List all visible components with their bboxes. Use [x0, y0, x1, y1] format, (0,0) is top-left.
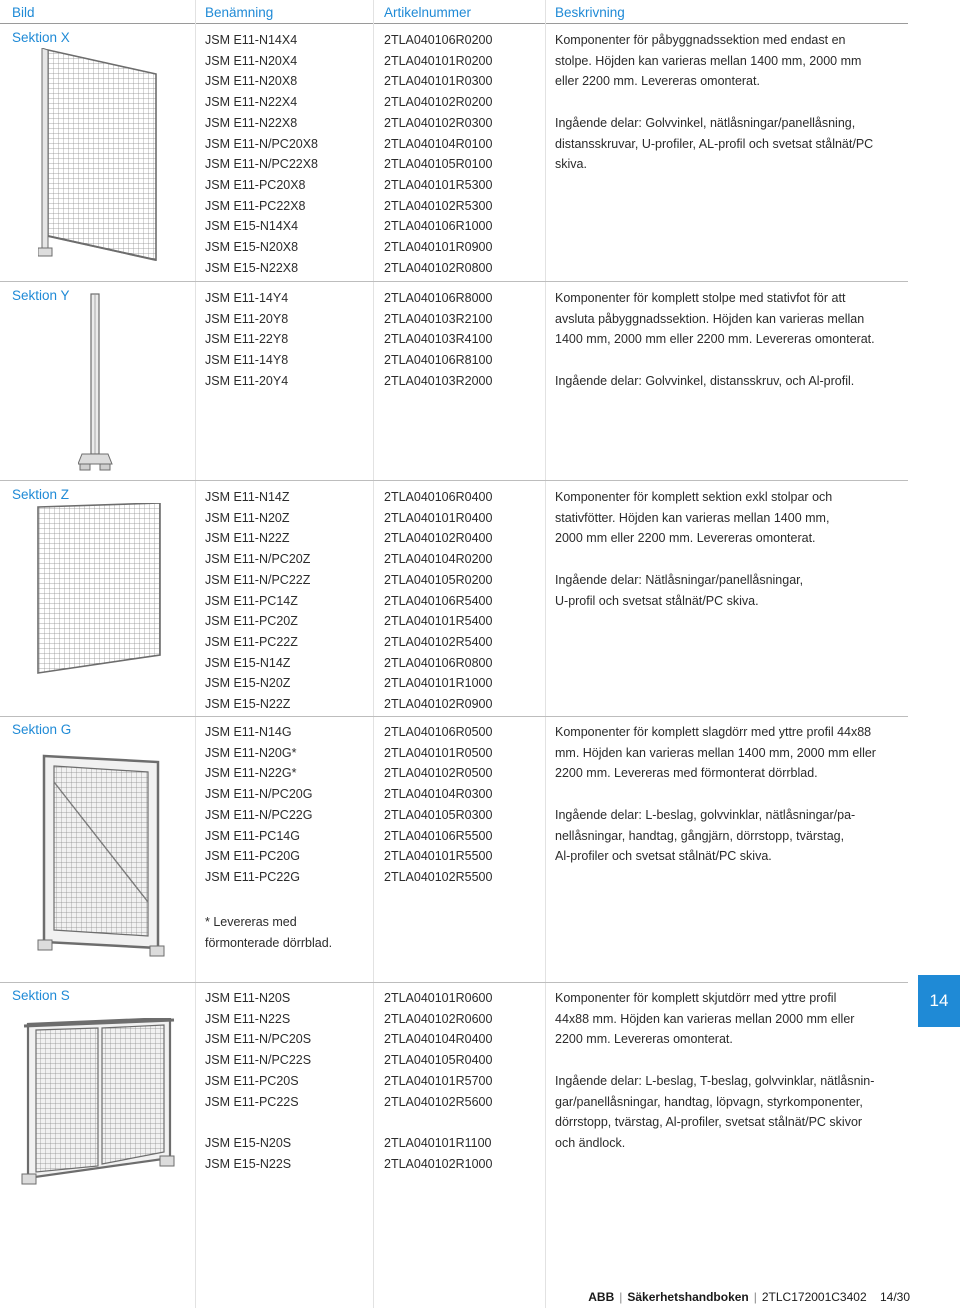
- description-line: eller 2200 mm. Levereras omonterat.: [555, 74, 760, 89]
- footer: ABB | Säkerhetshandboken | 2TLC172001C3402 14/30: [588, 1290, 910, 1304]
- description-line: Komponenter för komplett stolpe med stativfot för att: [555, 291, 846, 305]
- section-z-image: [34, 503, 164, 678]
- section-divider: [0, 716, 908, 717]
- list-item: 2TLA040103R2000: [384, 373, 493, 388]
- list-item: * Levereras med: [205, 915, 297, 929]
- list-item: 2TLA040102R5600: [384, 1094, 493, 1109]
- description-line: 44x88 mm. Höjden kan varieras mellan 2000 mm eller: [555, 1011, 855, 1026]
- section-title: Sektion G: [12, 722, 72, 737]
- name-list: [205, 988, 311, 1174]
- section-title: Sektion S: [12, 988, 70, 1003]
- list-item: JSM E11-N/PC22Z: [205, 572, 311, 587]
- article-list: [384, 722, 492, 888]
- description-paragraph: [555, 371, 905, 392]
- list-item: 2TLA040106R8100: [384, 353, 493, 368]
- list-item: JSM E11-PC20X8: [205, 177, 306, 192]
- column-divider: [373, 0, 374, 1308]
- article-list: [384, 288, 492, 392]
- description-line: 1400 mm, 2000 mm eller 2200 mm. Levereras omonterat.: [555, 332, 875, 347]
- article-list: [384, 988, 492, 1174]
- list-item: JSM E15-N22Z: [205, 697, 291, 712]
- description-line: Komponenter för komplett slagdörr med yttre profil 44x88: [555, 725, 872, 739]
- section-x-image: [38, 48, 163, 270]
- footer-doc: 2TLC172001C3402: [761, 1290, 867, 1304]
- section-divider: [0, 480, 908, 481]
- section-title: Sektion X: [12, 30, 70, 45]
- list-item: JSM E11-N/PC20Z: [205, 552, 311, 567]
- list-item: JSM E11-PC20Z: [205, 614, 298, 629]
- description-line: gar/panellåsningar, handtag, löpvagn, styrkomponenter,: [555, 1094, 863, 1109]
- list-item: JSM E11-PC14Z: [205, 593, 298, 608]
- header-beskrivning: Beskrivning: [555, 5, 625, 20]
- description-paragraph: [555, 1071, 905, 1154]
- list-item: [205, 1112, 311, 1133]
- list-item: 2TLA040101R1000: [384, 676, 493, 691]
- section-g-image: [36, 752, 166, 958]
- description-line: Komponenter för komplett skjutdörr med yttre profil: [555, 991, 837, 1005]
- section-divider: [0, 982, 908, 983]
- description-line: och ändlock.: [555, 1135, 626, 1150]
- footer-title: Säkerhetshandboken: [627, 1290, 749, 1304]
- footer-brand: ABB: [588, 1290, 615, 1304]
- list-item: JSM E11-20Y4: [205, 373, 289, 388]
- description: [555, 288, 905, 412]
- list-item: JSM E11-N22X4: [205, 95, 298, 110]
- list-item: 2TLA040104R0400: [384, 1032, 493, 1047]
- list-item: 2TLA040101R0300: [384, 74, 493, 89]
- list-item: JSM E11-N/PC20X8: [205, 136, 319, 151]
- list-item: 2TLA040106R1000: [384, 219, 493, 234]
- section-y-image: [78, 292, 114, 472]
- header-bild: Bild: [12, 5, 35, 20]
- list-item: JSM E11-N20S: [205, 991, 291, 1005]
- list-item: 2TLA040101R5700: [384, 1073, 493, 1088]
- list-item: JSM E15-N14Z: [205, 655, 291, 670]
- list-item: JSM E11-PC22G: [205, 869, 300, 884]
- description: [555, 487, 905, 632]
- list-item: JSM E15-N20S: [205, 1135, 292, 1150]
- list-item: 2TLA040102R5300: [384, 198, 493, 213]
- description-line: 2000 mm eller 2200 mm. Levereras omonterat.: [555, 531, 816, 546]
- description-line: Al-profiler och svetsat stålnät/PC skiva.: [555, 849, 772, 864]
- description-paragraph: [555, 988, 905, 1050]
- list-item: 2TLA040106R0200: [384, 33, 493, 47]
- description-paragraph: [555, 113, 905, 175]
- list-item: 2TLA040105R0100: [384, 157, 493, 172]
- description-line: dörrstopp, tvärstag, Al-profiler, svetsat stålnät/PC skivor: [555, 1115, 863, 1130]
- list-item: 2TLA040101R5400: [384, 614, 493, 629]
- description-line: mm. Höjden kan varieras mellan 1400 mm, 2000 mm eller: [555, 745, 876, 760]
- list-item: 2TLA040104R0100: [384, 136, 493, 151]
- list-item: JSM E11-N22X8: [205, 115, 298, 130]
- article-list: [384, 487, 492, 715]
- footer-page: 14/30: [879, 1290, 910, 1304]
- list-item: JSM E15-N20X8: [205, 240, 299, 255]
- list-item: 2TLA040102R5400: [384, 634, 493, 649]
- list-item: JSM E11-N20G*: [205, 745, 297, 760]
- list-item: 2TLA040102R0200: [384, 95, 493, 110]
- section-title: Sektion Y: [12, 288, 70, 303]
- list-item: 2TLA040105R0300: [384, 807, 493, 822]
- section-title: Sektion Z: [12, 487, 70, 502]
- list-item: 2TLA040104R0200: [384, 552, 493, 567]
- list-item: 2TLA040101R0500: [384, 745, 493, 760]
- list-item: JSM E11-PC14G: [205, 828, 300, 843]
- list-item: JSM E11-N/PC22X8: [205, 157, 319, 172]
- list-item: 2TLA040106R5500: [384, 828, 493, 843]
- list-item: 2TLA040102R0900: [384, 697, 493, 712]
- column-divider: [195, 0, 196, 1308]
- description-line: skiva.: [555, 157, 587, 172]
- list-item: JSM E11-PC20G: [205, 849, 300, 864]
- list-item: JSM E11-N/PC20S: [205, 1032, 312, 1047]
- name-list: [205, 288, 288, 392]
- description-line: Ingående delar: L-beslag, T-beslag, golvvinklar, nätlåsnin-: [555, 1073, 875, 1088]
- list-item: JSM E11-N20X4: [205, 53, 298, 68]
- list-item: 2TLA040101R0900: [384, 240, 493, 255]
- list-item: 2TLA040102R0500: [384, 766, 493, 781]
- description: [555, 30, 905, 196]
- list-item: 2TLA040103R4100: [384, 332, 493, 347]
- list-item: 2TLA040101R1100: [384, 1135, 492, 1150]
- list-item: JSM E11-N20Z: [205, 510, 290, 525]
- section-s-image: [20, 1018, 178, 1193]
- list-item: JSM E11-N22S: [205, 1011, 291, 1026]
- description: [555, 988, 905, 1174]
- description-line: nellåsningar, handtag, gångjärn, dörrstopp, tvärstag,: [555, 828, 845, 843]
- list-item: [384, 1112, 492, 1133]
- list-item: JSM E11-N22G*: [205, 766, 297, 781]
- description-line: distansskruvar, U-profiler, AL-profil och svetsat stålnät/PC: [555, 136, 874, 151]
- list-item: 2TLA040102R0600: [384, 1011, 493, 1026]
- list-item: JSM E11-PC22X8: [205, 198, 306, 213]
- description-line: stolpe. Höjden kan varieras mellan 1400 mm, 2000 mm: [555, 53, 862, 68]
- list-item: JSM E11-PC22Z: [205, 634, 298, 649]
- list-item: 2TLA040106R8000: [384, 291, 493, 305]
- description-line: 2200 mm. Levereras med förmonterat dörrblad.: [555, 766, 818, 781]
- list-item: 2TLA040101R0600: [384, 991, 493, 1005]
- description-paragraph: [555, 722, 905, 784]
- list-item: 2TLA040104R0300: [384, 787, 493, 802]
- list-item: JSM E15-N14X4: [205, 219, 299, 234]
- list-item: JSM E11-14Y8: [205, 353, 289, 368]
- header-artikelnummer: Artikelnummer: [384, 5, 472, 20]
- footnote: [205, 912, 332, 953]
- list-item: JSM E11-20Y8: [205, 311, 289, 326]
- description-line: Ingående delar: Nätlåsningar/panellåsningar,: [555, 572, 804, 587]
- list-item: 2TLA040101R0400: [384, 510, 493, 525]
- description-paragraph: [555, 805, 905, 867]
- header-divider: [0, 23, 908, 24]
- list-item: JSM E11-N/PC20G: [205, 787, 313, 802]
- list-item: 2TLA040106R0400: [384, 490, 493, 504]
- list-item: 2TLA040105R0200: [384, 572, 493, 587]
- list-item: 2TLA040102R0800: [384, 260, 493, 275]
- list-item: förmonterade dörrblad.: [205, 935, 333, 950]
- description: [555, 722, 905, 888]
- list-item: JSM E11-PC22S: [205, 1094, 299, 1109]
- list-item: JSM E15-N22X8: [205, 260, 299, 275]
- list-item: JSM E11-N20X8: [205, 74, 298, 89]
- description-paragraph: [555, 570, 905, 611]
- page-tab: 14: [918, 975, 960, 1027]
- name-list: [205, 722, 312, 888]
- list-item: 2TLA040106R0500: [384, 725, 493, 739]
- description-line: 2200 mm. Levereras omonterat.: [555, 1032, 733, 1047]
- list-item: JSM E11-22Y8: [205, 332, 289, 347]
- list-item: JSM E15-N22S: [205, 1156, 292, 1171]
- description-line: Komponenter för påbyggnadssektion med endast en: [555, 33, 846, 47]
- list-item: JSM E11-14Y4: [205, 291, 289, 305]
- description-line: Komponenter för komplett sektion exkl stolpar och: [555, 490, 833, 504]
- list-item: JSM E11-N14X4: [205, 33, 298, 47]
- list-item: 2TLA040101R5500: [384, 849, 493, 864]
- list-item: JSM E11-PC20S: [205, 1073, 299, 1088]
- description-line: Ingående delar: Golvvinkel, nätlåsningar/panellåsning,: [555, 115, 856, 130]
- list-item: 2TLA040106R5400: [384, 593, 493, 608]
- list-item: JSM E11-N/PC22G: [205, 807, 313, 822]
- header-benamning: Benämning: [205, 5, 274, 20]
- list-item: 2TLA040102R5500: [384, 869, 493, 884]
- description-paragraph: [555, 487, 905, 549]
- list-item: 2TLA040103R2100: [384, 311, 493, 326]
- list-item: JSM E11-N14Z: [205, 490, 290, 504]
- list-item: 2TLA040106R0800: [384, 655, 493, 670]
- list-item: JSM E11-N22Z: [205, 531, 290, 546]
- section-divider: [0, 281, 908, 282]
- list-item: JSM E11-N14G: [205, 725, 292, 739]
- description-paragraph: [555, 30, 905, 92]
- description-line: Ingående delar: Golvvinkel, distansskruv, och Al-profil.: [555, 373, 855, 388]
- list-item: 2TLA040102R0300: [384, 115, 493, 130]
- table-header: [0, 0, 908, 24]
- description-line: stativfötter. Höjden kan varieras mellan 1400 mm,: [555, 510, 830, 525]
- name-list: [205, 30, 318, 278]
- list-item: JSM E11-N/PC22S: [205, 1053, 312, 1068]
- description-line: Ingående delar: L-beslag, golvvinklar, nätlåsningar/pa-: [555, 807, 856, 822]
- list-item: 2TLA040102R0400: [384, 531, 493, 546]
- list-item: 2TLA040102R1000: [384, 1156, 493, 1171]
- list-item: 2TLA040101R0200: [384, 53, 493, 68]
- list-item: 2TLA040101R5300: [384, 177, 493, 192]
- description-line: avsluta påbyggnadssektion. Höjden kan varieras mellan: [555, 311, 865, 326]
- list-item: JSM E15-N20Z: [205, 676, 291, 691]
- description-paragraph: [555, 288, 905, 350]
- list-item: 2TLA040105R0400: [384, 1053, 493, 1068]
- article-list: [384, 30, 492, 278]
- column-divider: [545, 0, 546, 1308]
- description-line: U-profil och svetsat stålnät/PC skiva.: [555, 593, 759, 608]
- name-list: [205, 487, 310, 715]
